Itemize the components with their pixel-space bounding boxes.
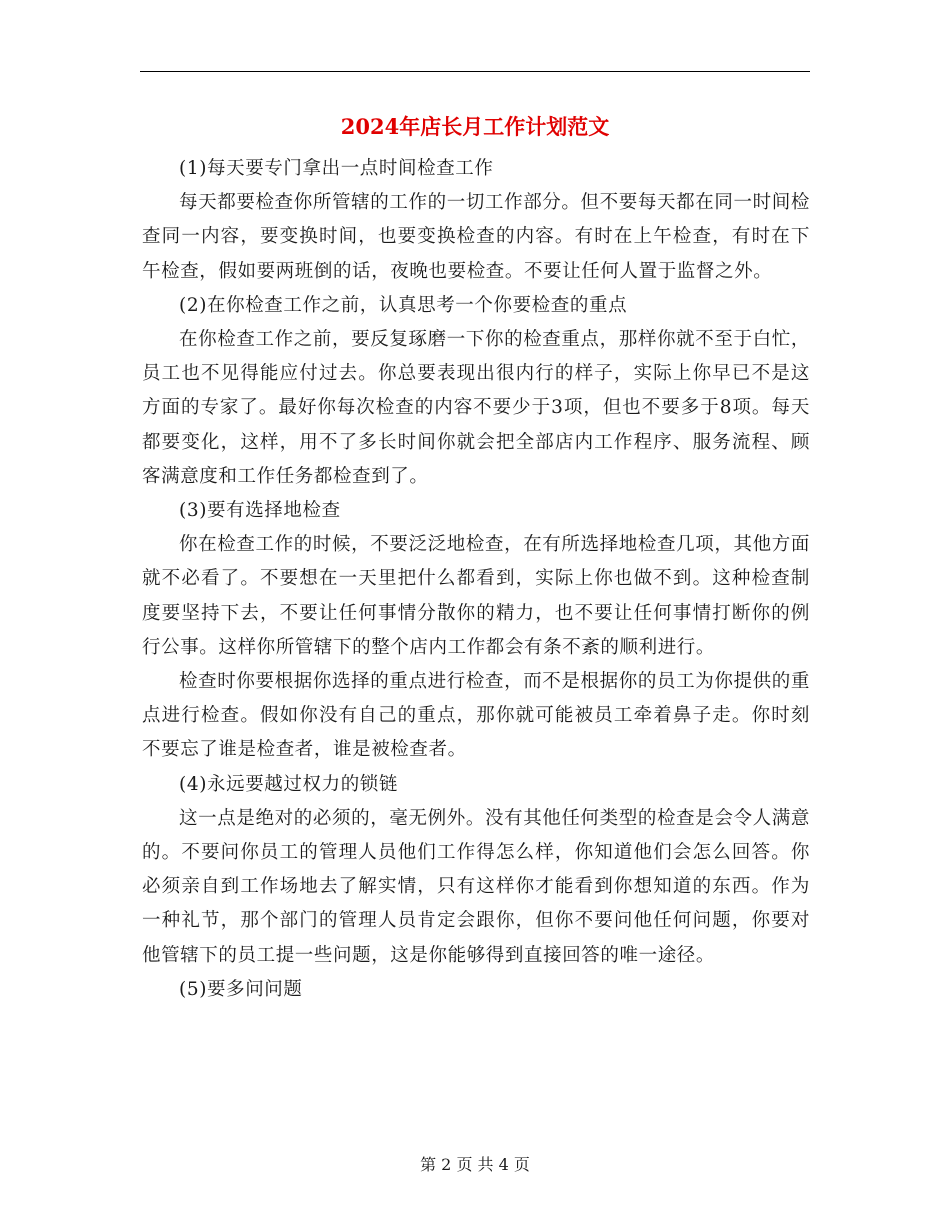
body-paragraph: 这一点是绝对的必须的，毫无例外。没有其他任何类型的检查是会令人满意的。不要问你员工的管理人员他们工作得怎么样，你知道他们会怎么回答。你必须亲自到工作场地去了解实情，只有这样你才能看到你想知道的东西。作为一种礼节，那个部门的管理人员肯定会跟你，但你不要问他任何问题，你要对他管辖下的员工提一些问题，这是你能够得到直接回答的唯一途径。 (142, 807, 810, 966)
header-rule (140, 71, 810, 72)
body-paragraph: 在你检查工作之前，要反复琢磨一下你的检查重点，那样你就不至于白忙，员工也不见得能应付过去。你总要表现出很内行的样子，实际上你早已不是这方面的专家了。最好你每次检查的内容不要少于3项，但也不要多于8项。每天都要变化，这样，用不了多长时间你就会把全部店内工作程序、服务流程、顾客满意度和工作任务都检查到了。 (142, 329, 810, 487)
body-paragraph: 每天都要检查你所管辖的工作的一切工作部分。但不要每天都在同一时间检查同一内容，要变换时间，也要变换检查的内容。有时在上午检查，有时在下午检查，假如要两班倒的话，夜晚也要检查。不要让任何人置于监督之外。 (142, 192, 810, 282)
body-paragraph: 你在检查工作的时候，不要泛泛地检查，在有所选择地检查几项，其他方面就不必看了。不要想在一天里把什么都看到，实际上你也做不到。这种检查制度要坚持下去，不要让任何事情分散你的精力，也不要让任何事情打断你的例行公事。这样你所管辖下的整个店内工作都会有条不紊的顺利进行。 (142, 534, 810, 658)
page-number-footer: 第 2 页 共 4 页 (420, 1155, 530, 1174)
section-heading-4: (4)永远要越过权力的锁链 (179, 773, 399, 795)
section-heading-1: (1)每天要专门拿出一点时间检查工作 (179, 158, 494, 179)
document-title: 2024年店长月工作计划范文 (340, 114, 610, 139)
document-body (142, 152, 810, 1007)
section-heading-3: (3)要有选择地检查 (179, 500, 341, 522)
body-paragraph: 检查时你要根据你选择的重点进行检查，而不是根据你的员工为你提供的重点进行检查。假如你没有自己的重点，那你就可能被员工牵着鼻子走。你时刻不要忘了谁是检查者，谁是被检查者。 (142, 671, 810, 761)
section-heading-5: (5)要多问问题 (179, 978, 303, 1000)
section-heading-2: (2)在你检查工作之前，认真思考一个你要检查的重点 (179, 294, 628, 316)
